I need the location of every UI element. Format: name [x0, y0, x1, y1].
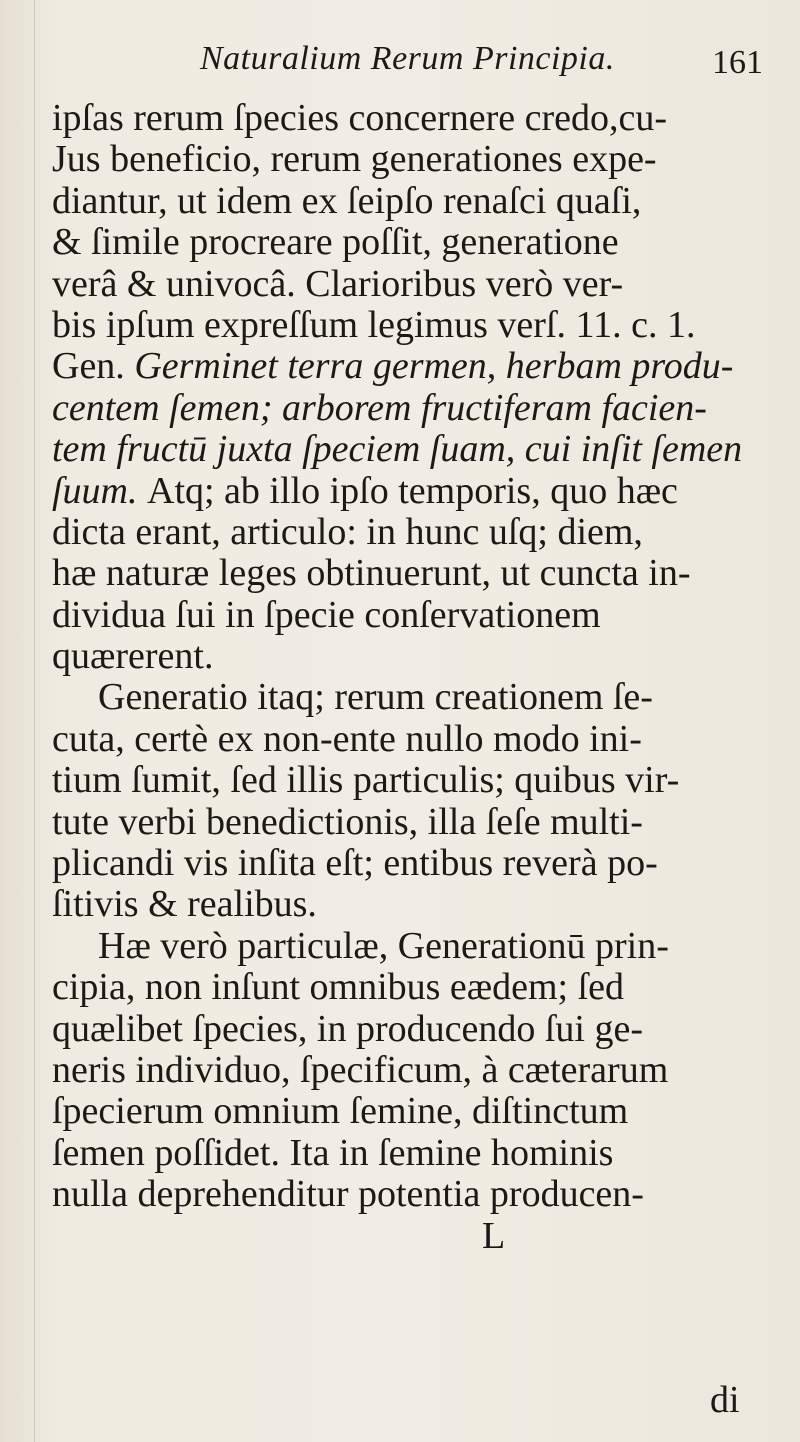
paragraph-start: Hæ verò particulæ, Generationū prin-	[98, 924, 669, 967]
catchword: di	[710, 1379, 740, 1421]
scripture-quote: tem fructū juxta ſpeciem ſuam, cui inſit ſemen	[52, 428, 743, 471]
running-title: Naturalium Rerum Principia.	[200, 40, 615, 77]
text-line: bis ipſum expreſſum legimus verſ. 11. c. 1.	[52, 303, 696, 346]
text-line-mixed	[52, 346, 782, 387]
body-text	[52, 98, 782, 1257]
text-line: dicta erant, articulo: in hunc uſq; diem,	[52, 510, 643, 553]
text-line: quælibet ſpecies, in producendo ſui ge-	[52, 1007, 643, 1050]
text-line: diantur, ut idem ex ſeipſo renaſci quaſi,	[52, 179, 642, 222]
text-line: ipſas rerum ſpecies concernere credo,cu-	[52, 97, 668, 139]
signature-mark: L	[482, 1214, 506, 1257]
text-line: ſitivis & realibus.	[52, 883, 317, 926]
text-line-mixed	[52, 471, 782, 512]
text-line: cipia, non inſunt omnibus eædem; ſed	[52, 966, 625, 1009]
text-line: hæ naturæ leges obtinuerunt, ut cuncta in-	[52, 552, 691, 595]
text-line: quærerent.	[52, 635, 214, 678]
text-line: nulla deprehenditur potentia producen-	[52, 1173, 644, 1216]
text-line: ſemen poſſidet. Ita in ſemine hominis	[52, 1131, 614, 1174]
text-line: verâ & univocâ. Clarioribus verò ver-	[52, 262, 624, 305]
page-number: 161	[712, 44, 763, 81]
paragraph-start: Generatio itaq; rerum creationem ſe-	[98, 676, 653, 719]
text-line: tium ſumit, ſed illis particulis; quibus vir-	[52, 759, 680, 802]
scripture-quote: ſuum.	[52, 469, 147, 512]
text-line: ſpecierum omnium ſemine, diſtinctum	[52, 1090, 629, 1133]
text-line: tute verbi benedictionis, illa ſeſe multi-	[52, 800, 643, 843]
text-line: Jus beneficio, rerum generationes expe-	[52, 138, 657, 181]
text-roman-part: Atq; ab illo ipſo temporis, quo hæc	[147, 469, 678, 512]
text-line: cuta, certè ex non-ente nullo modo ini-	[52, 717, 642, 760]
text-line: dividua ſui in ſpecie conſervationem	[52, 593, 601, 636]
text-line: neris individuo, ſpecificum, à cæterarum	[52, 1048, 669, 1091]
text-line: & ſimile procreare poſſit, generatione	[52, 221, 619, 264]
text-line: plicandi vis inſita eſt; entibus reverà po-	[52, 842, 658, 885]
scripture-quote: Germinet terra germen, herbam produ-	[134, 345, 734, 388]
text-roman-part: Gen.	[52, 345, 135, 388]
scripture-quote: centem ſemen; arborem fructiferam facien-	[52, 386, 707, 429]
gutter-edge	[34, 0, 35, 1442]
